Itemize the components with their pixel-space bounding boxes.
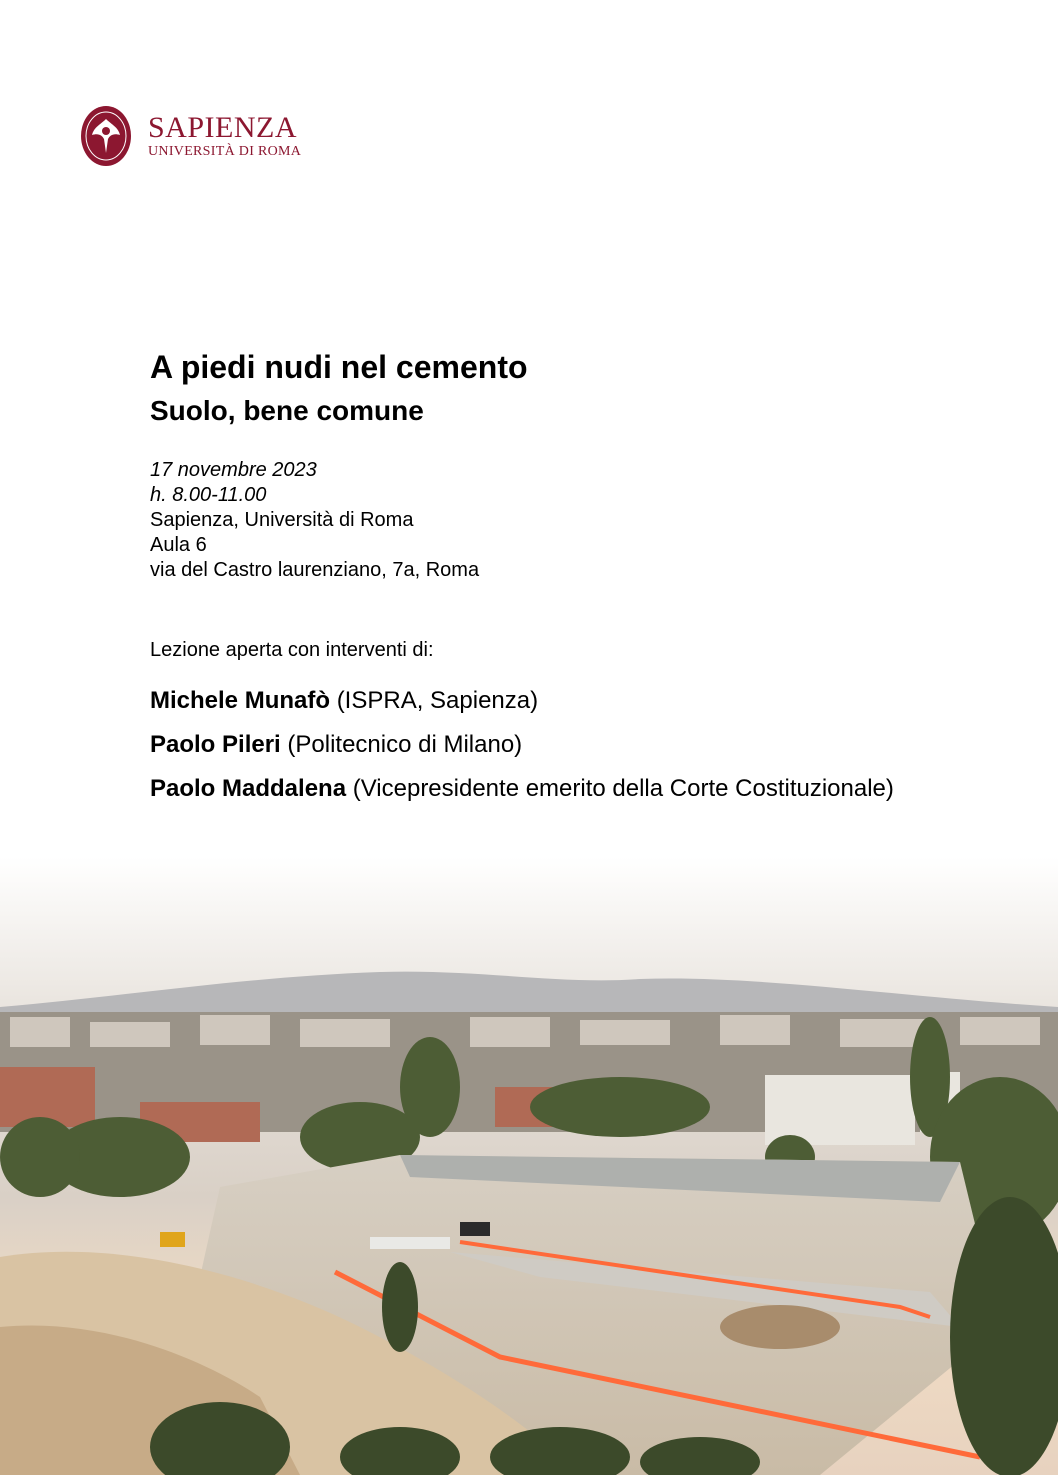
- event-date: 17 novembre 2023: [150, 459, 317, 481]
- event-subtitle: Suolo, bene comune: [150, 395, 424, 426]
- speakers-intro: Lezione aperta con interventi di:: [150, 639, 434, 661]
- logo-name: SAPIENZA: [148, 111, 298, 144]
- speakers-list: [150, 679, 990, 811]
- event-time: h. 8.00-11.00: [150, 484, 267, 506]
- speaker-name: Paolo Pileri: [150, 731, 281, 758]
- event-room: Aula 6: [150, 534, 207, 556]
- speaker-affiliation: (Politecnico di Milano): [287, 731, 523, 758]
- speaker-affiliation: (Vicepresidente emerito della Corte Costituzionale): [352, 775, 894, 802]
- speaker-item: [150, 679, 990, 723]
- speaker-name: Paolo Maddalena: [150, 775, 347, 802]
- event-info: [150, 458, 990, 583]
- event-venue: Sapienza, Università di Roma: [150, 509, 414, 531]
- sapienza-seal-icon: [80, 105, 132, 167]
- event-title: A piedi nudi nel cemento: [150, 349, 528, 385]
- event-details: [150, 345, 990, 811]
- speaker-item: [150, 767, 990, 811]
- logo-subtitle: UNIVERSITÀ DI ROMA: [148, 144, 302, 159]
- speaker-affiliation: (ISPRA, Sapienza): [336, 687, 539, 714]
- speaker-item: [150, 723, 990, 767]
- university-logo: [80, 105, 301, 167]
- construction-site-photo: [0, 857, 1058, 1475]
- event-address: via del Castro laurenziano, 7a, Roma: [150, 559, 480, 581]
- speaker-name: Michele Munafò: [150, 687, 331, 714]
